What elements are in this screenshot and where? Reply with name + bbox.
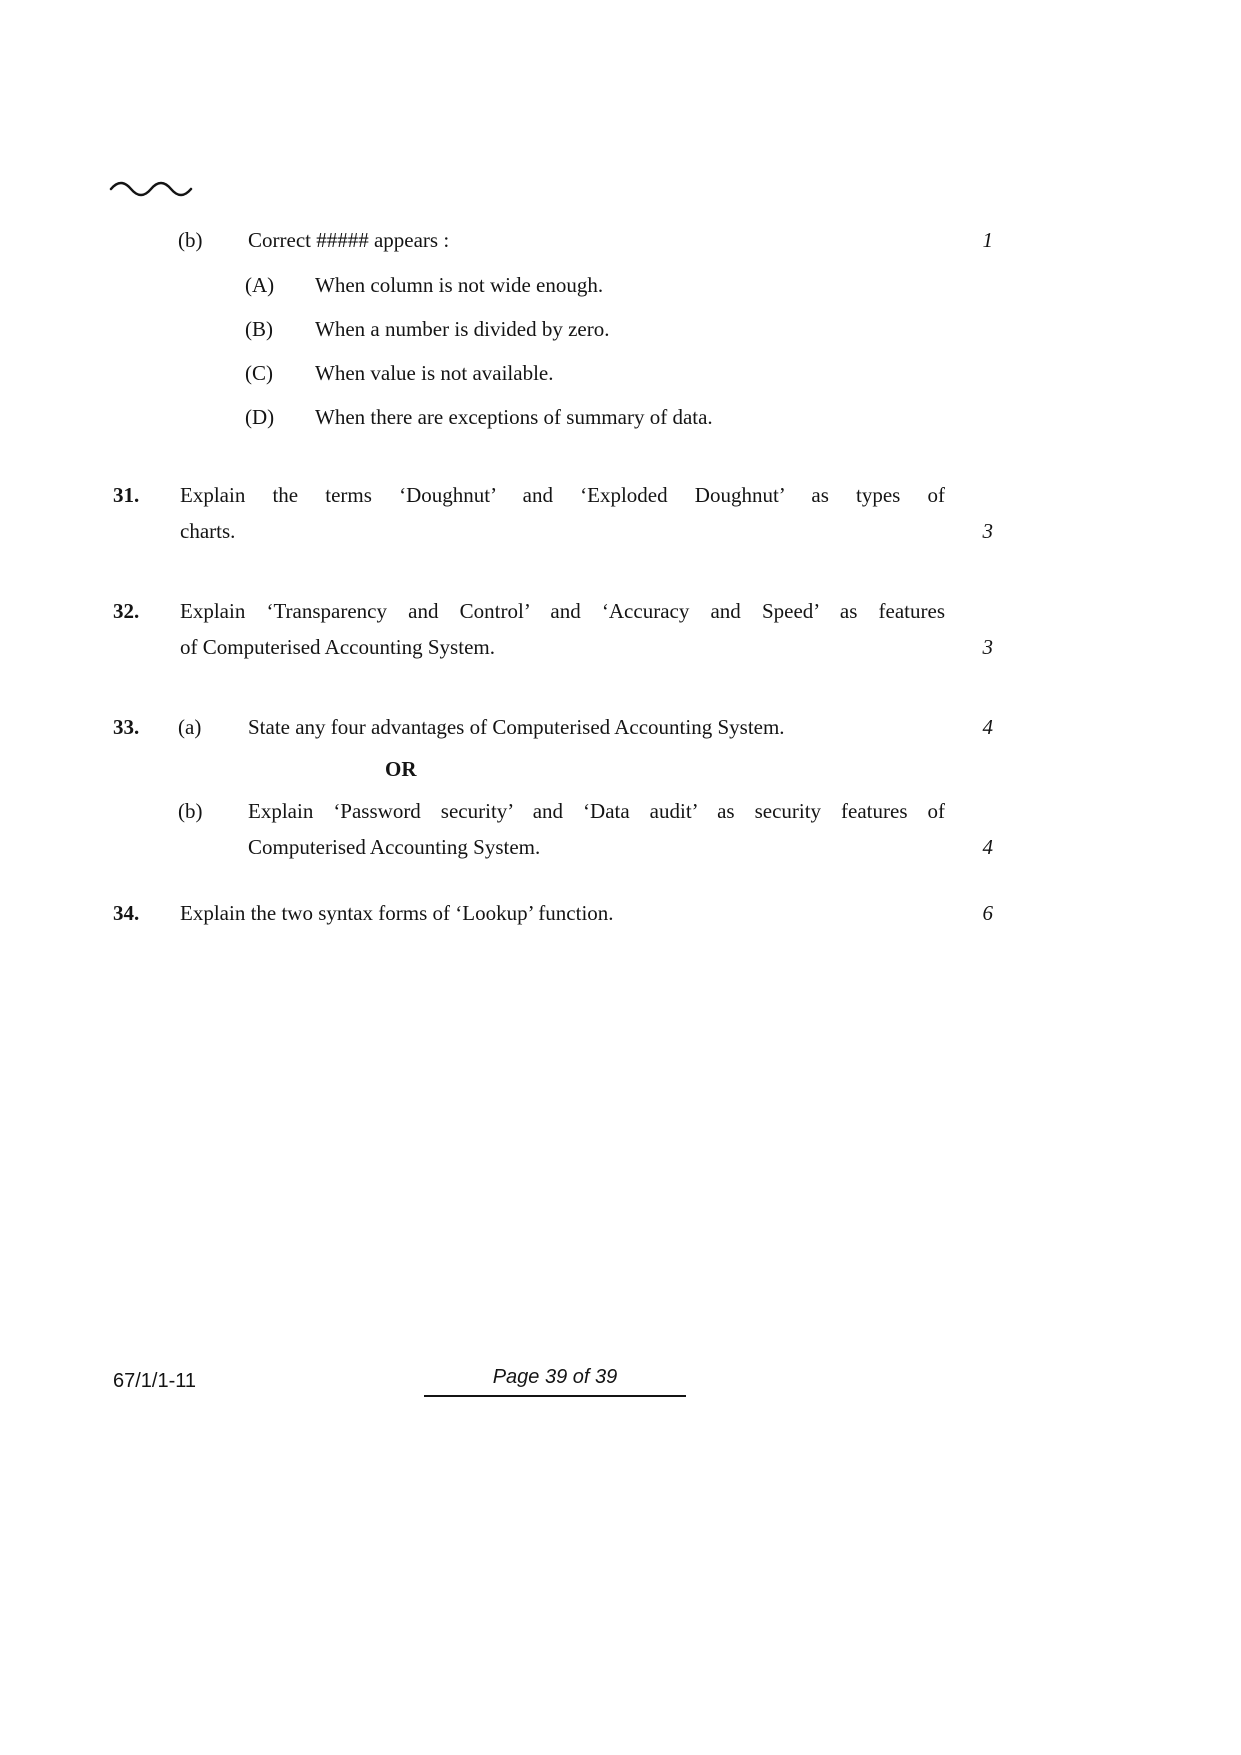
question-33 [113, 709, 993, 865]
option-b-label: (B) [245, 317, 273, 341]
option-c-text: When value is not available. [315, 361, 554, 385]
page-number: Page 39 of 39 [424, 1366, 686, 1397]
option-a-text: When column is not wide enough. [315, 273, 604, 297]
question-33a-label: (a) [178, 715, 202, 739]
option-b-text: When a number is divided by zero. [315, 317, 610, 341]
question-32-number: 32. [113, 599, 140, 623]
sub-question-b-text: Correct ##### appears : [248, 228, 450, 252]
question-33b-line1: Explain ‘Password security’ and ‘Data audit’ as security features of [248, 799, 945, 823]
question-33a [113, 709, 993, 745]
question-33a-text: State any four advantages of Computerised Accounting System. [248, 715, 785, 739]
question-33-number: 33. [113, 715, 140, 739]
option-c [113, 358, 993, 389]
option-a [113, 270, 993, 301]
option-b [113, 314, 993, 345]
question-content [113, 225, 993, 931]
question-33b [113, 793, 993, 865]
option-d-label: (D) [245, 405, 275, 429]
question-34-number: 34. [113, 901, 140, 925]
marks-value: 6 [982, 901, 993, 925]
option-a-label: (A) [245, 273, 275, 297]
option-d-text: When there are exceptions of summary of data. [315, 405, 713, 429]
question-34-text: Explain the two syntax forms of ‘Lookup’ function. [180, 901, 614, 925]
marks-value: 1 [982, 228, 993, 252]
question-32 [113, 593, 993, 665]
marks-value: 3 [982, 519, 993, 543]
question-32-line2: of Computerised Accounting System. [180, 635, 495, 659]
marks-value: 3 [982, 635, 993, 659]
question-32-line1: Explain ‘Transparency and Control’ and ‘Accuracy and Speed’ as features [180, 599, 945, 623]
sub-question-b-label: (b) [178, 228, 203, 252]
marks-value: 4 [982, 715, 993, 739]
question-31-line2: charts. [180, 519, 236, 543]
question-34 [113, 895, 993, 931]
squiggle-mark [108, 176, 196, 200]
option-list [113, 270, 993, 433]
option-d [113, 402, 993, 433]
question-31 [113, 477, 993, 549]
paper-code: 67/1/1-11 [113, 1370, 197, 1392]
option-c-label: (C) [245, 361, 273, 385]
marks-value: 4 [982, 835, 993, 859]
or-separator: OR [385, 757, 417, 781]
question-33b-line2: Computerised Accounting System. [248, 835, 541, 859]
sub-question-b [113, 225, 993, 256]
question-31-line1: Explain the terms ‘Doughnut’ and ‘Exploded Doughnut’ as types of [180, 483, 945, 507]
question-33b-label: (b) [178, 799, 203, 823]
question-31-number: 31. [113, 483, 140, 507]
